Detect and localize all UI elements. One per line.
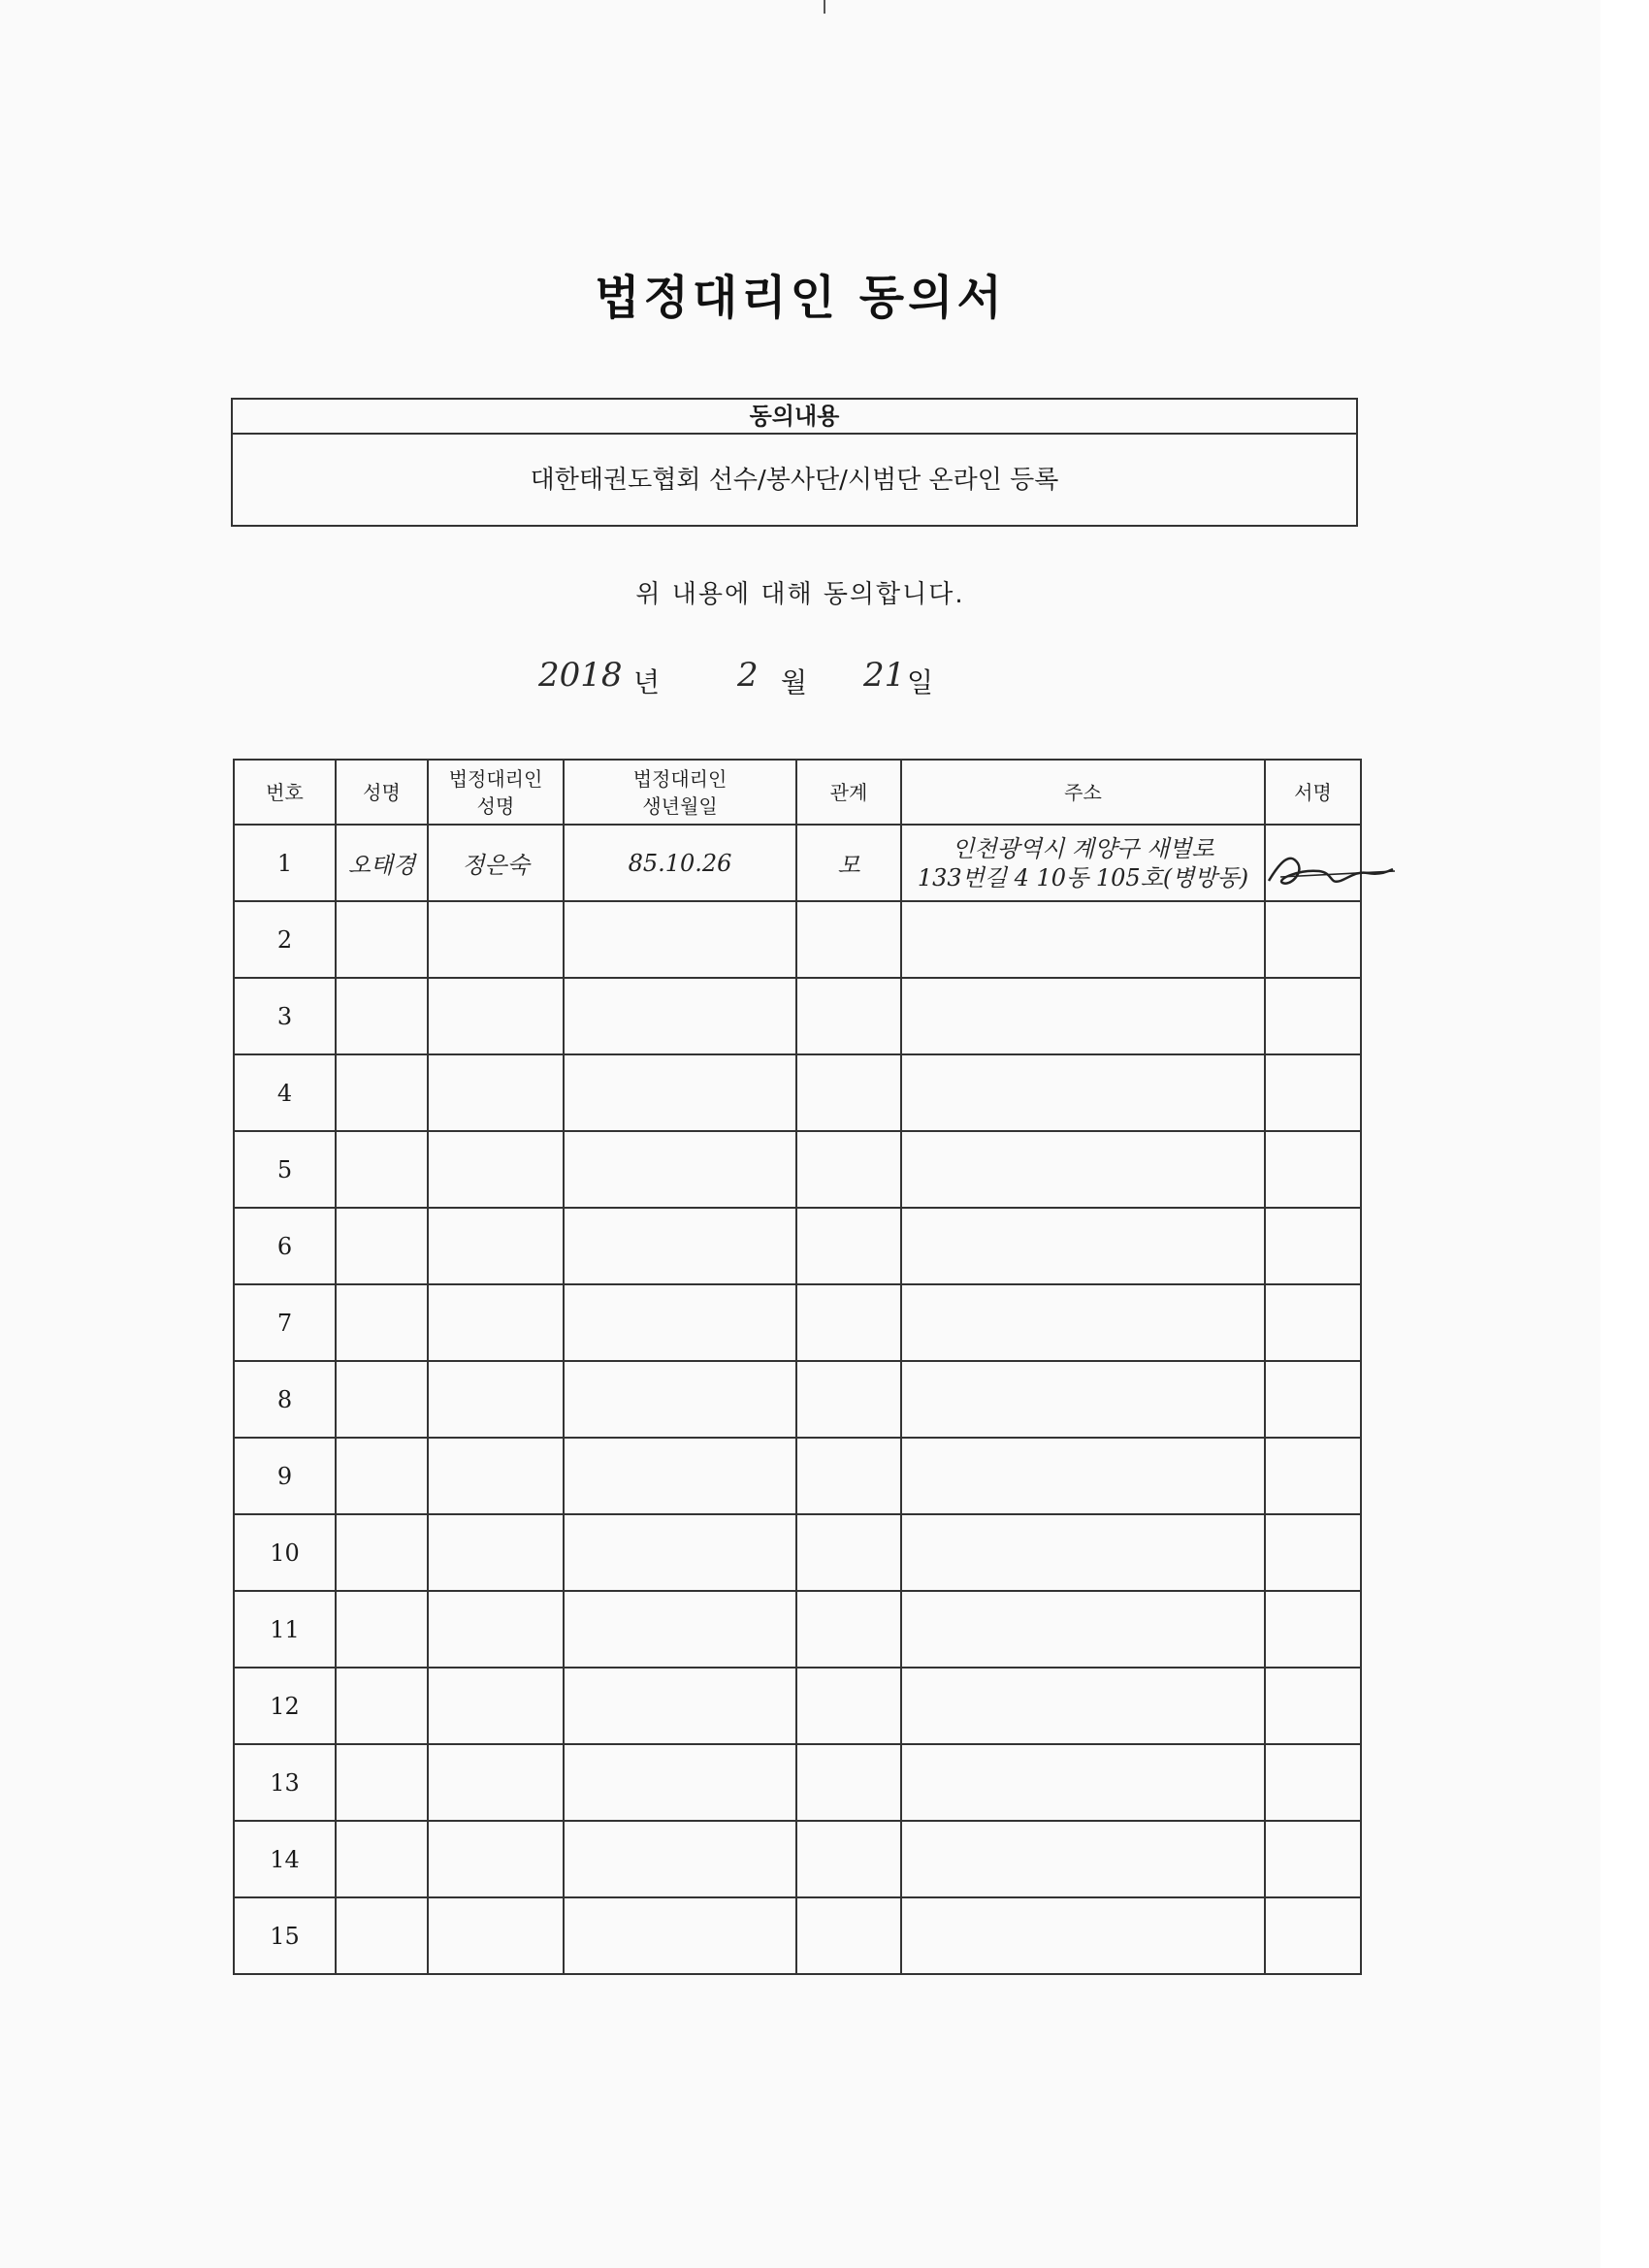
cell-guardian-birth — [564, 901, 796, 978]
cell-signature — [1265, 1284, 1361, 1361]
cell-signature — [1265, 1131, 1361, 1208]
cell-relation — [796, 1668, 901, 1744]
cell-name — [336, 1744, 428, 1821]
cell-guardian-birth — [564, 1438, 796, 1514]
cell-guardian-name — [428, 1208, 564, 1284]
scan-mark — [824, 0, 825, 14]
cell-guardian-name — [428, 1054, 564, 1131]
cell-guardian-name — [428, 901, 564, 978]
header-number: 번호 — [234, 760, 336, 825]
cell-number: 9 — [234, 1438, 336, 1514]
cell-address — [901, 1361, 1265, 1438]
cell-name — [336, 1897, 428, 1974]
cell-guardian-birth — [564, 1897, 796, 1974]
cell-address — [901, 901, 1265, 978]
cell-relation — [796, 901, 901, 978]
cell-signature — [1265, 1438, 1361, 1514]
cell-address — [901, 1897, 1265, 1974]
cell-guardian-name — [428, 1821, 564, 1897]
cell-guardian-birth — [564, 1361, 796, 1438]
header-address: 주소 — [901, 760, 1265, 825]
cell-number: 10 — [234, 1514, 336, 1591]
table-row — [234, 1821, 1361, 1897]
cell-number: 5 — [234, 1131, 336, 1208]
header-relation: 관계 — [796, 760, 901, 825]
cell-signature — [1265, 901, 1361, 978]
table-row — [234, 1514, 1361, 1591]
table-row — [234, 1284, 1361, 1361]
cell-number: 1 — [234, 825, 336, 901]
table-row — [234, 901, 1361, 978]
date-month-label: 월 — [781, 666, 808, 698]
header-guardian-birth-line1: 법정대리인 — [632, 766, 728, 791]
consent-box — [231, 398, 1358, 527]
cell-number: 3 — [234, 978, 336, 1054]
cell-guardian-birth — [564, 1208, 796, 1284]
cell-name — [336, 1591, 428, 1668]
cell-guardian-birth — [564, 1821, 796, 1897]
cell-address — [901, 1284, 1265, 1361]
cell-relation — [796, 1897, 901, 1974]
cell-signature — [1265, 1208, 1361, 1284]
cell-address — [901, 825, 1265, 901]
cell-guardian-name — [428, 1897, 564, 1974]
cell-number: 4 — [234, 1054, 336, 1131]
cell-number: 6 — [234, 1208, 336, 1284]
header-guardian-birth-line2: 생년월일 — [642, 794, 718, 818]
cell-guardian-name — [428, 1284, 564, 1361]
cell-name — [336, 901, 428, 978]
cell-relation — [796, 1131, 901, 1208]
header-guardian-name-line1: 법정대리인 — [448, 766, 543, 791]
cell-name — [336, 1514, 428, 1591]
cell-name — [336, 1284, 428, 1361]
cell-guardian-name — [428, 1744, 564, 1821]
cell-guardian-name — [428, 1514, 564, 1591]
cell-address — [901, 1131, 1265, 1208]
cell-guardian-birth — [564, 1668, 796, 1744]
cell-name — [336, 978, 428, 1054]
table-row — [234, 978, 1361, 1054]
header-name: 성명 — [336, 760, 428, 825]
header-guardian-birth — [564, 760, 796, 825]
date-month-value: 2 — [737, 656, 759, 695]
cell-number: 12 — [234, 1668, 336, 1744]
cell-relation — [796, 1744, 901, 1821]
cell-address — [901, 1744, 1265, 1821]
cell-number: 13 — [234, 1744, 336, 1821]
cell-signature — [1265, 1054, 1361, 1131]
table-row — [234, 1361, 1361, 1438]
cell-signature — [1265, 1591, 1361, 1668]
cell-relation — [796, 1054, 901, 1131]
cell-name — [336, 1668, 428, 1744]
cell-number: 15 — [234, 1897, 336, 1974]
page-title: 법정대리인 동의서 — [595, 271, 1006, 325]
cell-guardian-name — [428, 1438, 564, 1514]
table-row — [234, 1744, 1361, 1821]
cell-guardian-name — [428, 1668, 564, 1744]
cell-name — [336, 1131, 428, 1208]
cell-signature — [1265, 1744, 1361, 1821]
consent-heading: 동의내용 — [233, 400, 1356, 435]
cell-guardian-name — [428, 1591, 564, 1668]
cell-guardian-birth — [564, 1744, 796, 1821]
header-guardian-name — [428, 760, 564, 825]
cell-name — [336, 1821, 428, 1897]
address-line2: 133번길 4 10동 105호(병방동) — [917, 863, 1249, 891]
cell-address — [901, 1054, 1265, 1131]
cell-number: 14 — [234, 1821, 336, 1897]
cell-relation: 모 — [796, 825, 901, 901]
cell-relation — [796, 1438, 901, 1514]
table-row — [234, 1054, 1361, 1131]
cell-signature — [1265, 1821, 1361, 1897]
cell-guardian-birth: 85.10.26 — [564, 825, 796, 901]
cell-relation — [796, 1208, 901, 1284]
cell-relation — [796, 1591, 901, 1668]
cell-relation — [796, 1821, 901, 1897]
cell-number: 2 — [234, 901, 336, 978]
guardian-roster-table — [233, 759, 1362, 1975]
cell-address — [901, 1438, 1265, 1514]
cell-guardian-birth — [564, 1514, 796, 1591]
cell-guardian-birth — [564, 978, 796, 1054]
table-row — [234, 1668, 1361, 1744]
cell-name — [336, 1361, 428, 1438]
handwritten-signature-icon — [1261, 842, 1397, 900]
cell-name — [336, 1438, 428, 1514]
date-day-value: 21 — [863, 656, 906, 695]
cell-number: 7 — [234, 1284, 336, 1361]
cell-number: 8 — [234, 1361, 336, 1438]
table-row — [234, 1897, 1361, 1974]
table-row — [234, 825, 1361, 901]
cell-guardian-birth — [564, 1284, 796, 1361]
scan-right-edge — [1600, 0, 1649, 2268]
table-row — [234, 1131, 1361, 1208]
header-guardian-name-line2: 성명 — [476, 794, 515, 818]
cell-guardian-name: 정은숙 — [428, 825, 564, 901]
cell-guardian-name — [428, 1131, 564, 1208]
cell-address — [901, 1514, 1265, 1591]
cell-signature — [1265, 978, 1361, 1054]
cell-signature — [1265, 1668, 1361, 1744]
date-year-value: 2018 — [538, 656, 623, 695]
cell-name — [336, 1208, 428, 1284]
cell-address — [901, 1591, 1265, 1668]
cell-guardian-birth — [564, 1591, 796, 1668]
cell-guardian-birth — [564, 1131, 796, 1208]
table-row — [234, 1208, 1361, 1284]
cell-relation — [796, 978, 901, 1054]
date-day-label: 일 — [907, 666, 934, 698]
cell-relation — [796, 1361, 901, 1438]
cell-address — [901, 978, 1265, 1054]
cell-guardian-name — [428, 1361, 564, 1438]
cell-address — [901, 1208, 1265, 1284]
cell-address — [901, 1821, 1265, 1897]
consent-content: 대한태권도협회 선수/봉사단/시범단 온라인 등록 — [530, 466, 1059, 495]
header-signature: 서명 — [1265, 760, 1361, 825]
address-line1: 인천광역시 계양구 새벌로 — [952, 834, 1214, 862]
table-header-row — [234, 760, 1361, 825]
table-row — [234, 1591, 1361, 1668]
cell-name: 오태경 — [336, 825, 428, 901]
cell-name — [336, 1054, 428, 1131]
cell-signature — [1265, 1897, 1361, 1974]
cell-signature — [1265, 1361, 1361, 1438]
cell-guardian-birth — [564, 1054, 796, 1131]
cell-signature — [1265, 1514, 1361, 1591]
table-row — [234, 1438, 1361, 1514]
cell-number: 11 — [234, 1591, 336, 1668]
date-year-label: 년 — [633, 666, 661, 698]
cell-address — [901, 1668, 1265, 1744]
cell-relation — [796, 1284, 901, 1361]
cell-relation — [796, 1514, 901, 1591]
cell-guardian-name — [428, 978, 564, 1054]
agreement-statement: 위 내용에 대해 동의합니다. — [635, 580, 965, 609]
